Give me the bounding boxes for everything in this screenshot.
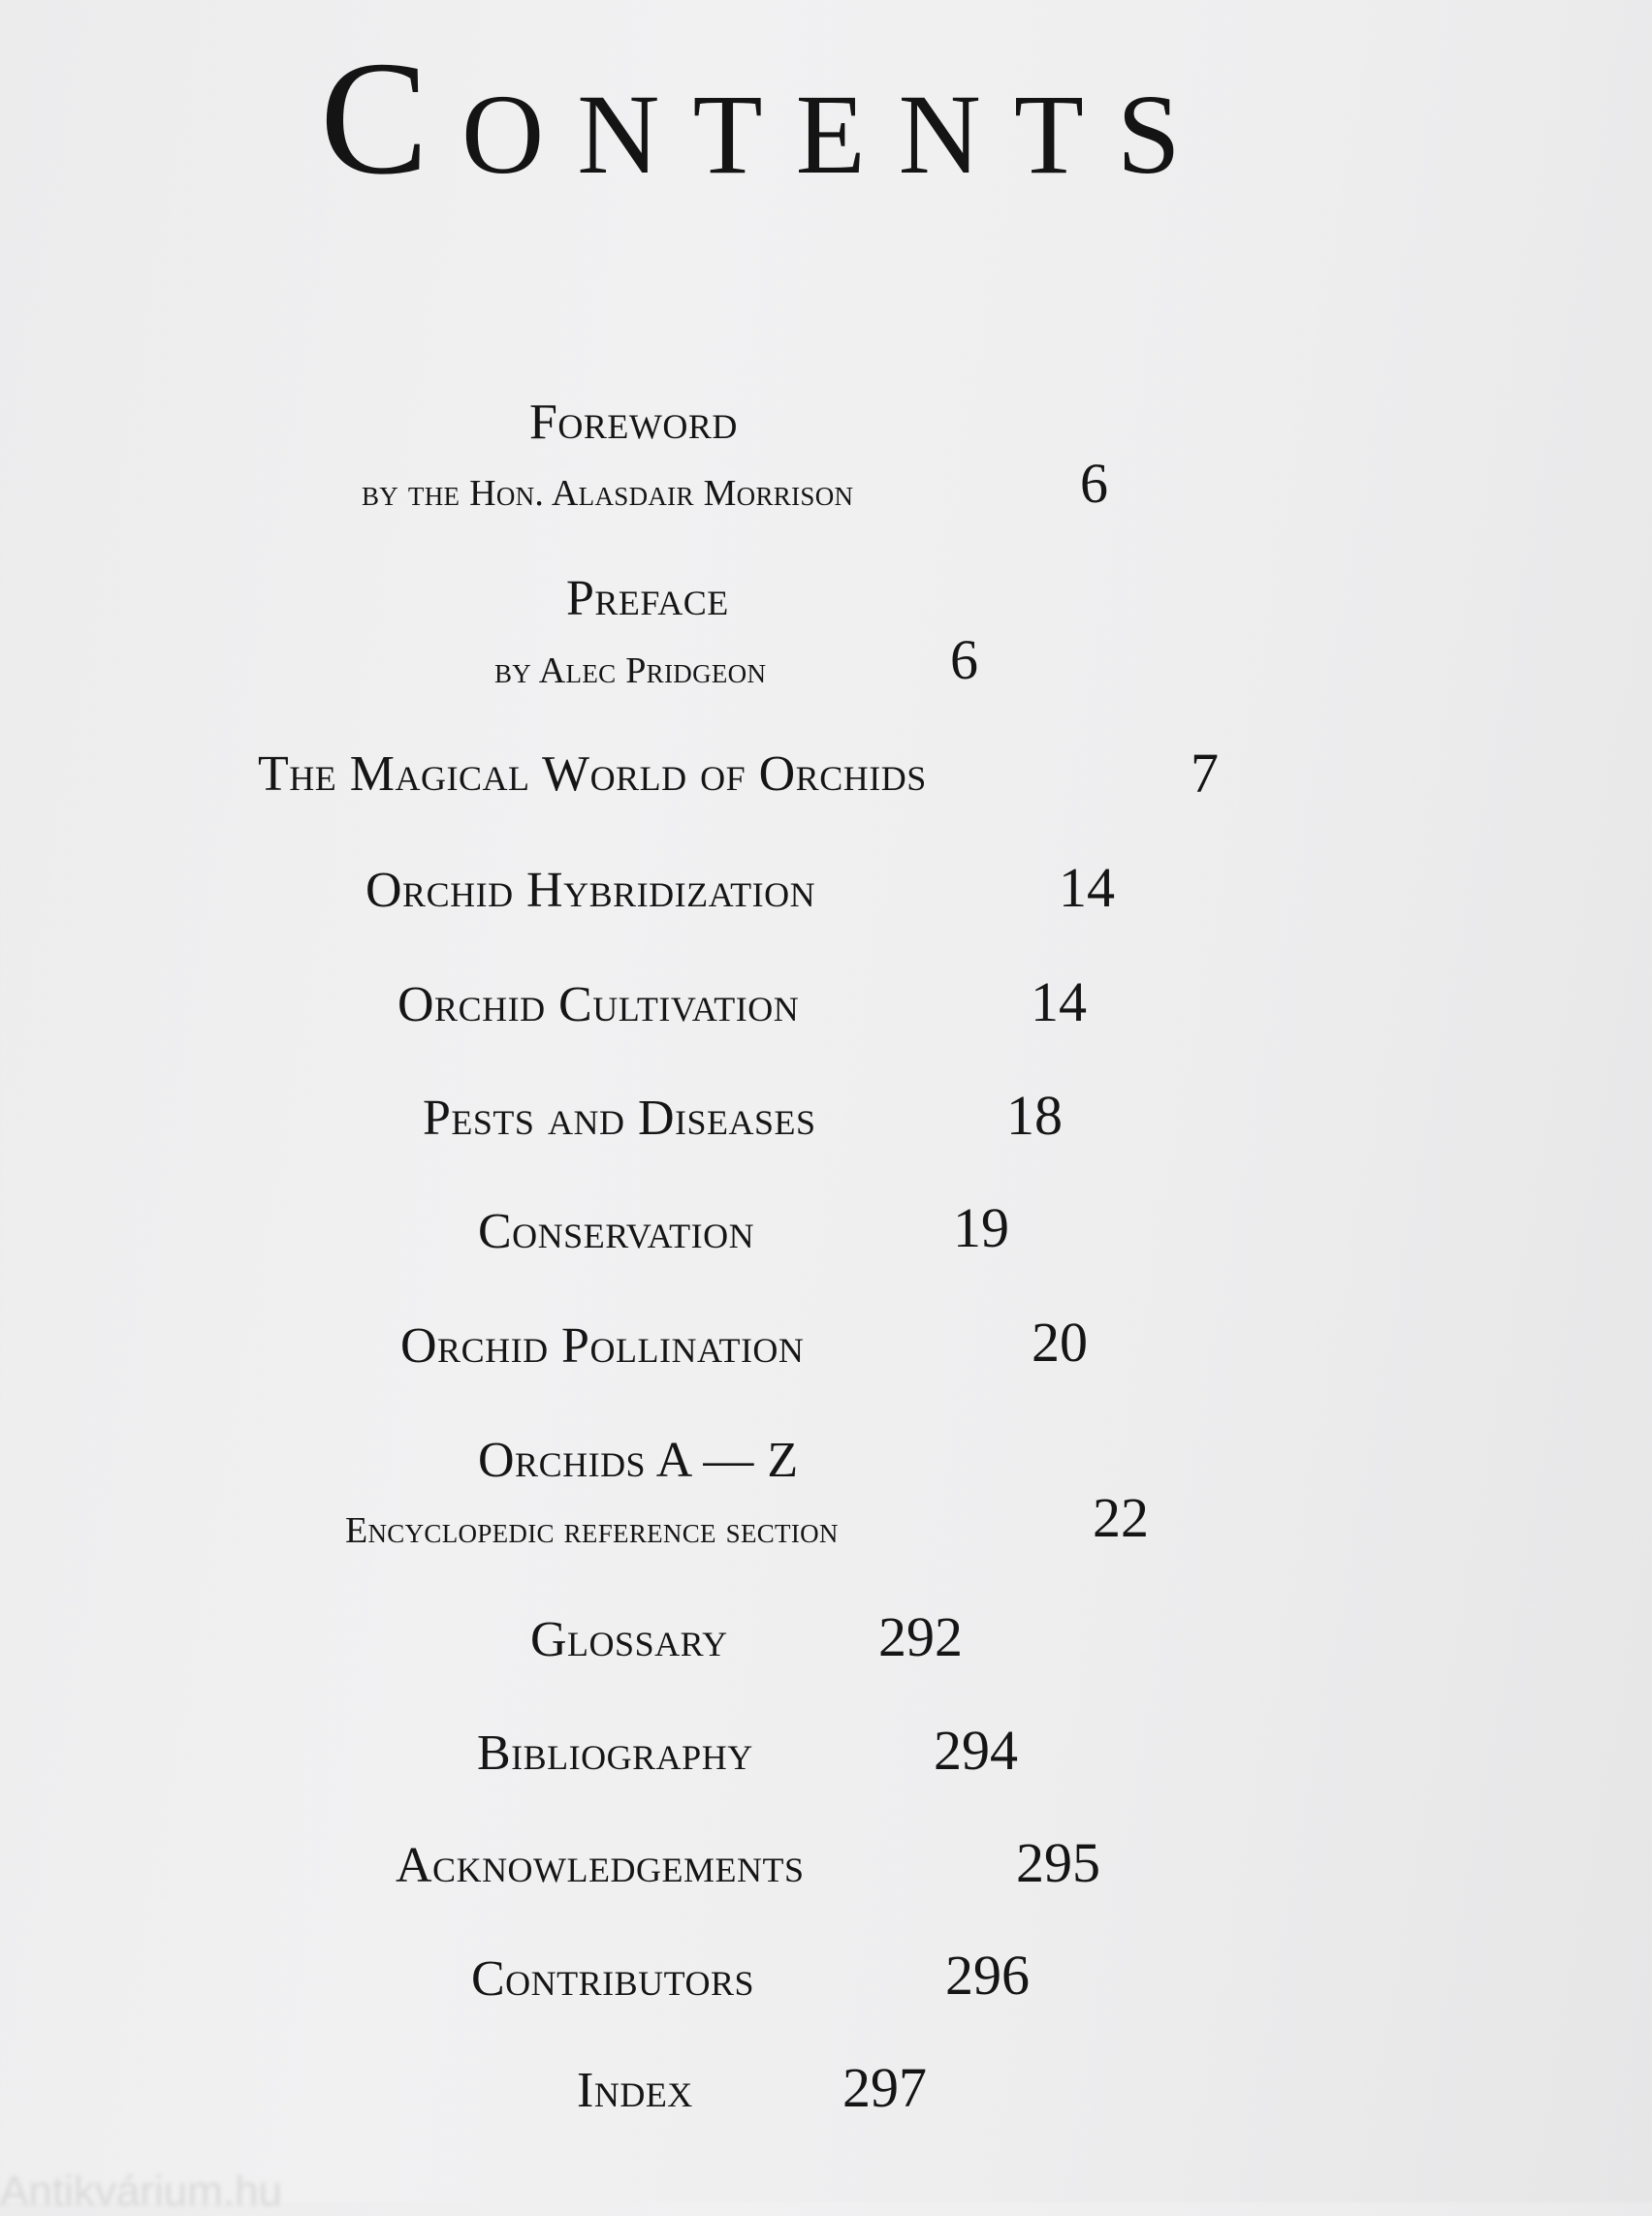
toc-entry-pests-title: Pests and Diseases: [423, 1091, 816, 1146]
page-title: Contents: [320, 28, 1214, 208]
toc-entry-preface-page: 6: [950, 628, 978, 691]
toc-entry-cultivation-page: 14: [1031, 970, 1087, 1033]
watermark: Antikvárium.hu: [0, 2168, 283, 2215]
toc-entry-preface-subtitle: by Alec Pridgeon: [494, 650, 767, 691]
toc-entry-conservation-page: 19: [953, 1196, 1009, 1259]
toc-entry-foreword-subtitle: by the Hon. Alasdair Morrison: [362, 473, 854, 514]
toc-entry-hybridization-page: 14: [1059, 856, 1115, 919]
toc-entry-contributors-page: 296: [945, 1944, 1030, 2007]
toc-entry-glossary-page: 292: [878, 1605, 963, 1668]
toc-entry-conservation-title: Conservation: [478, 1204, 755, 1259]
toc-entry-acknowledgements-page: 295: [1016, 1831, 1100, 1894]
toc-entry-index-page: 297: [842, 2056, 927, 2119]
toc-entry-pests-page: 18: [1006, 1084, 1063, 1147]
toc-entry-foreword-page: 6: [1080, 452, 1108, 515]
toc-entry-pollination-title: Orchid Pollination: [400, 1318, 805, 1374]
toc-entry-orchids-a-z-title: Orchids A — Z: [478, 1433, 799, 1488]
toc-entry-cultivation-title: Orchid Cultivation: [397, 977, 800, 1032]
toc-entry-magical-world-page: 7: [1191, 742, 1219, 805]
toc-entry-orchids-a-z-page: 22: [1093, 1486, 1149, 1549]
toc-entry-preface-title: Preface: [566, 571, 729, 626]
toc-entry-bibliography-title: Bibliography: [477, 1725, 753, 1781]
toc-entry-foreword-title: Foreword: [529, 395, 738, 450]
toc-entry-acknowledgements-title: Acknowledgements: [396, 1838, 805, 1893]
toc-entry-index-title: Index: [577, 2063, 693, 2118]
toc-entry-contributors-title: Contributors: [471, 1951, 755, 2007]
toc-entry-hybridization-title: Orchid Hybridization: [365, 863, 816, 918]
toc-entry-magical-world-title: The Magical World of Orchids: [258, 746, 927, 802]
toc-entry-bibliography-page: 294: [934, 1719, 1018, 1782]
toc-entry-pollination-page: 20: [1032, 1311, 1088, 1374]
toc-entry-orchids-a-z-subtitle: Encyclopedic reference section: [345, 1510, 839, 1551]
toc-entry-glossary-title: Glossary: [530, 1612, 728, 1667]
